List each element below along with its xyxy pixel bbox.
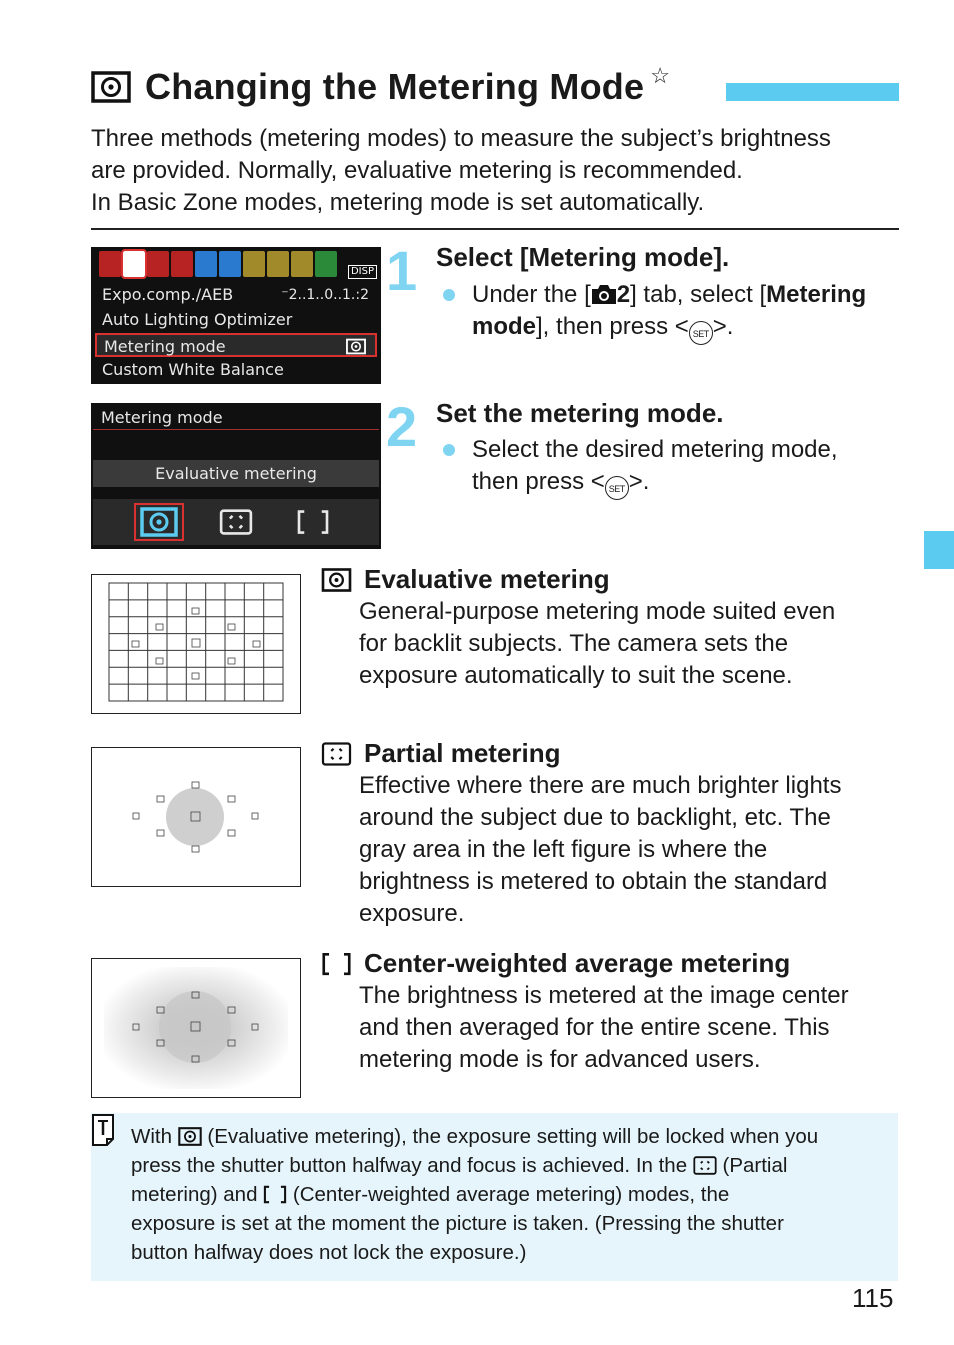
menu-tabs — [99, 251, 337, 281]
shooting-tab-3[interactable] — [147, 251, 169, 277]
selected-mode-label: Evaluative metering — [93, 460, 379, 487]
evaluative-diagram — [91, 574, 301, 714]
text-line: gray area in the left figure is where the — [359, 836, 768, 863]
text: (Evaluative metering), the exposure setting will be locked when you — [201, 1125, 819, 1148]
metering-mode-screen — [91, 403, 381, 549]
text: ] tab, select [ — [630, 281, 767, 308]
text-line: exposure. — [359, 900, 465, 927]
text: >. — [628, 468, 650, 495]
text: Select the desired metering mode, — [472, 436, 838, 463]
page-title — [91, 64, 670, 110]
text-line: for backlit subjects. The camera sets the — [359, 630, 789, 657]
page-number: 115 — [852, 1283, 894, 1313]
menu-name: mode — [472, 313, 537, 340]
text: ], then press < — [536, 313, 689, 340]
text-line: metering mode is for advanced users. — [359, 1046, 761, 1073]
evaluative-metering-icon — [139, 506, 179, 538]
text-line: exposure automatically to suit the scene. — [359, 662, 793, 689]
intro-line: are provided. Normally, evaluative metering is recommended. — [91, 157, 743, 184]
set-button-icon: SET — [605, 476, 629, 500]
mode-name: Evaluative metering — [364, 564, 610, 594]
note-text — [131, 1122, 891, 1267]
text: (Partial — [716, 1154, 788, 1177]
note-line — [131, 1122, 891, 1151]
mode-heading — [321, 564, 911, 595]
mode-name: Center-weighted average metering — [364, 948, 791, 978]
note-line — [131, 1151, 891, 1180]
screen-divider — [93, 429, 379, 430]
option-partial[interactable] — [211, 503, 261, 541]
mode-heading — [321, 948, 921, 979]
option-center-weighted[interactable] — [288, 503, 338, 541]
evaluative-section — [321, 564, 911, 692]
text: >. — [712, 313, 734, 340]
mode-description — [359, 770, 911, 930]
menu-item-custom-wb[interactable] — [95, 358, 377, 382]
partial-section — [321, 738, 911, 930]
chapter-tab — [924, 531, 954, 569]
menu-item-expo-comp[interactable] — [95, 283, 377, 307]
intro-line: Three methods (metering modes) to measure the subject’s brightness — [91, 125, 831, 152]
camera-icon — [591, 283, 617, 305]
menu-item-metering-mode[interactable] — [95, 333, 377, 357]
option-evaluative[interactable] — [134, 503, 184, 541]
partial-metering-icon — [218, 508, 254, 536]
evaluative-metering-icon — [321, 568, 352, 592]
text: press the shutter button halfway and focus is achieved. In the — [131, 1154, 693, 1177]
mode-description — [359, 596, 911, 692]
mode-name: Partial metering — [364, 738, 561, 768]
partial-diagram — [91, 747, 301, 887]
intro-text — [91, 123, 901, 219]
shooting-tab-4[interactable] — [171, 251, 193, 277]
text: (Center-weighted average metering) modes, the — [287, 1183, 730, 1206]
menu-item-label: Metering mode — [104, 337, 226, 356]
shooting-tab-2[interactable] — [123, 251, 145, 277]
partial-metering-icon — [693, 1156, 717, 1175]
text-line: The brightness is metered at the image center — [359, 982, 849, 1009]
text-line: and then averaged for the entire scene. This — [359, 1014, 830, 1041]
title-accent-bar — [726, 83, 899, 101]
note-line: exposure is set at the moment the picture is taken. (Pressing the shutter — [131, 1212, 784, 1235]
evaluative-metering-icon — [178, 1127, 202, 1146]
text: With — [131, 1125, 178, 1148]
partial-metering-area — [92, 748, 299, 885]
menu-screen — [91, 247, 381, 384]
playback-tab-2[interactable] — [219, 251, 241, 277]
menu-item-value: ⁻2..1..0..1.:2 — [281, 287, 369, 303]
setup-tab-1[interactable] — [243, 251, 265, 277]
text-line: Effective where there are much brighter lights — [359, 772, 842, 799]
set-button-icon: SET — [689, 321, 713, 345]
partial-metering-icon — [321, 742, 352, 766]
step-instruction — [472, 279, 902, 345]
evaluative-metering-icon — [345, 338, 367, 355]
divider — [91, 228, 899, 230]
step-title: Select [Metering mode]. — [436, 242, 730, 272]
mode-description — [359, 980, 921, 1076]
text-line: General-purpose metering mode suited even — [359, 598, 836, 625]
text-line: around the subject due to backlight, etc. The — [359, 804, 831, 831]
bullet — [443, 444, 455, 456]
text: Under the [ — [472, 281, 591, 308]
step-title: Set the metering mode. — [436, 398, 724, 428]
intro-line: In Basic Zone modes, metering mode is set automatically. — [91, 189, 705, 216]
star-icon: ☆ — [650, 63, 670, 88]
tab-number: 2 — [616, 281, 631, 308]
shooting-tab-1[interactable] — [99, 251, 121, 277]
menu-item-auto-lighting[interactable] — [95, 308, 377, 332]
my-menu-tab[interactable] — [315, 251, 337, 277]
memo-icon — [91, 1113, 117, 1147]
evaluative-metering-icon — [91, 71, 131, 103]
text-line: brightness is metered to obtain the standard — [359, 868, 828, 895]
menu-item-label: Custom White Balance — [102, 360, 284, 379]
step-number: 1 — [386, 239, 418, 302]
menu-item-label: Auto Lighting Optimizer — [102, 310, 293, 329]
screen-title: Metering mode — [101, 408, 223, 427]
center-weighted-metering-icon — [295, 508, 331, 536]
center-weighted-section — [321, 948, 921, 1076]
playback-tab-1[interactable] — [195, 251, 217, 277]
center-weighted-area — [92, 959, 299, 1096]
title-text: Changing the Metering Mode — [145, 66, 645, 107]
note-line: button halfway does not lock the exposure.) — [131, 1241, 527, 1264]
metering-zone-grid — [92, 575, 299, 712]
note-line — [131, 1180, 891, 1209]
step-number: 2 — [386, 395, 418, 458]
text: metering) and — [131, 1183, 264, 1206]
center-weighted-diagram — [91, 958, 301, 1098]
bullet — [443, 289, 455, 301]
disp-label: DISP — [348, 265, 377, 279]
mode-heading — [321, 738, 911, 769]
menu-name: Metering — [766, 281, 867, 308]
text: then press < — [472, 468, 605, 495]
mode-options — [93, 499, 379, 545]
setup-tab-3[interactable] — [291, 251, 313, 277]
step-instruction — [472, 434, 902, 500]
center-weighted-metering-icon — [263, 1185, 287, 1204]
center-weighted-metering-icon — [321, 952, 352, 976]
menu-item-label: Expo.comp./AEB — [102, 285, 234, 304]
setup-tab-2[interactable] — [267, 251, 289, 277]
